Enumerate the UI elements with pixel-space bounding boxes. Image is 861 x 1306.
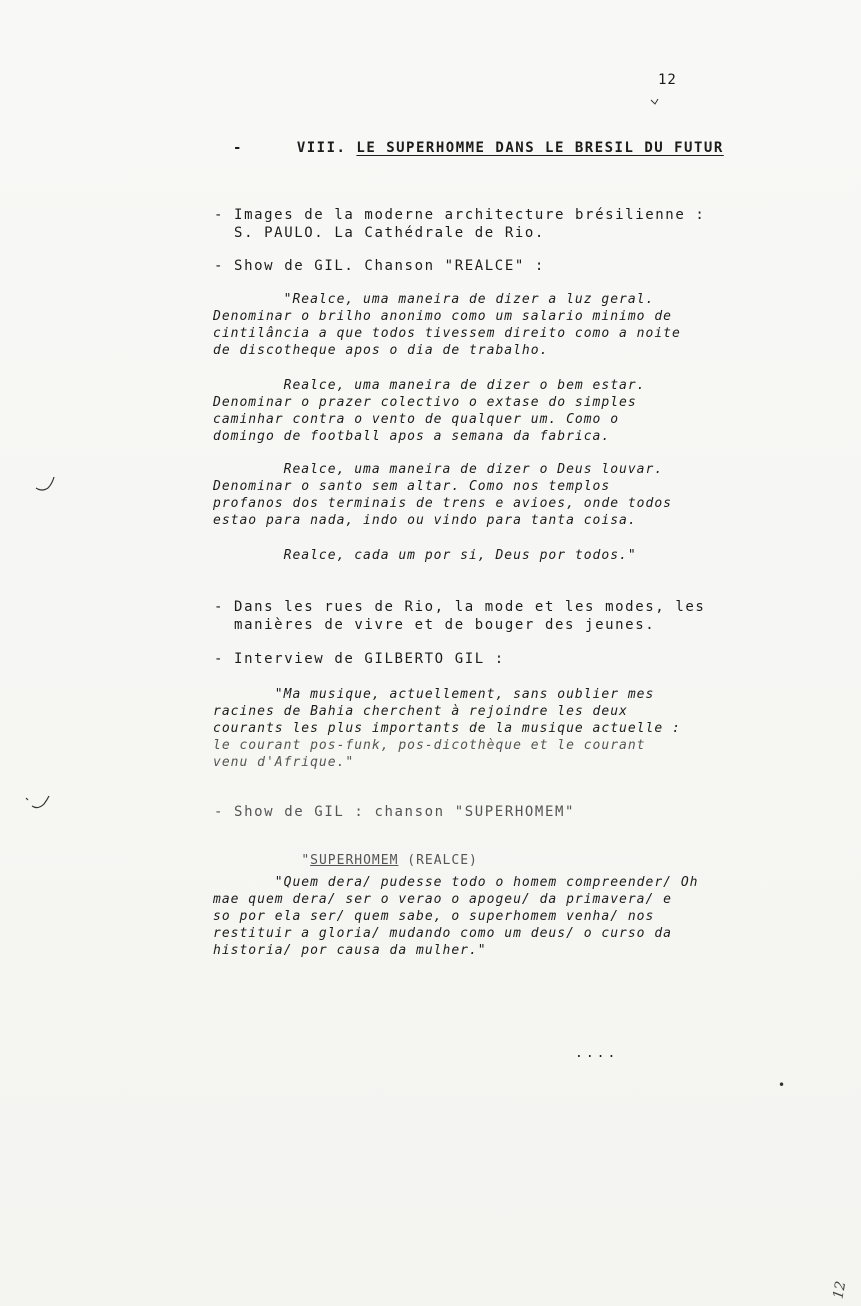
speck-mark-icon [650, 98, 660, 106]
realce-quote-line: caminhar contra o vento de qualquer um. Como o [213, 412, 620, 427]
item-architecture-cont: S. PAULO. La Cathédrale de Rio. [214, 225, 545, 241]
gil-quote-line: venu d'Afrique." [213, 755, 355, 770]
realce-quote-line: domingo de football apos a semana da fabrica. [213, 429, 611, 444]
page-number: 12 [658, 72, 677, 88]
item-show-realce: - Show de GIL. Chanson "REALCE" : [214, 258, 545, 274]
superhomem-quote-line: historia/ por causa da mulher." [213, 943, 487, 958]
margin-check-mark-icon [22, 794, 52, 814]
corner-page-number: 12 [830, 1279, 850, 1301]
item-rues-de-rio: - Dans les rues de Rio, la mode et les modes, les [214, 599, 706, 615]
item-rues-de-rio-cont: manières de vivre et de bouger des jeunes. [214, 617, 656, 633]
section-title [233, 140, 724, 156]
superhomem-quote-line: "Quem dera/ pudesse todo o homem compreender/ Oh [213, 875, 699, 890]
subtitle-quote: " [301, 853, 311, 868]
realce-quote-line: estao para nada, indo ou vindo para tanta coisa. [213, 513, 637, 528]
title-numeral: VIII. [296, 140, 347, 156]
realce-quote-line: "Realce, uma maneira de dizer a luz geral. [213, 292, 655, 307]
speck-mark-icon: • [778, 1078, 786, 1092]
gil-quote-line: racines de Bahia cherchent à rejoindre les deux [213, 704, 628, 719]
gil-quote-line: "Ma musique, actuellement, sans oublier mes [213, 687, 655, 702]
superhomem-quote-line: so por ela ser/ quem sabe, o superhomem venha/ nos [213, 909, 655, 924]
realce-quote-line: Denominar o santo sem altar. Como nos templos [213, 479, 611, 494]
ending-dots: .... [575, 1046, 619, 1061]
item-interview: - Interview de GILBERTO GIL : [214, 651, 505, 667]
title-dash: - [233, 140, 243, 156]
realce-quote-line: Realce, uma maneira de dizer o Deus louvar. [213, 462, 664, 477]
subtitle-rest: (REALCE) [398, 853, 478, 868]
gil-quote-line: le courant pos-funk, pos-dicothèque et le courant [213, 738, 646, 753]
superhomem-quote-line: restituir a gloria/ mudando como um deus/ o curso da [213, 926, 672, 941]
realce-quote-line: Denominar o brilho anonimo como um salario minimo de [213, 309, 672, 324]
item-show-superhomem: - Show de GIL : chanson "SUPERHOMEM" [214, 804, 576, 820]
realce-quote-line: Realce, uma maneira de dizer o bem estar. [213, 378, 646, 393]
realce-quote-line: profanos dos terminais de trens e avioes, onde todos [213, 496, 672, 511]
gil-quote-line: courants les plus importants de la musique actuelle : [213, 721, 681, 736]
realce-quote-line: de discotheque apos o dia de trabalho. [213, 343, 549, 358]
margin-check-mark-icon [34, 474, 58, 494]
subtitle-underlined: SUPERHOMEM [310, 853, 399, 868]
superhomem-quote-line: mae quem dera/ ser o verao o apogeu/ da primavera/ e [213, 892, 672, 907]
item-architecture: - Images de la moderne architecture brésilienne : [214, 207, 706, 223]
realce-quote-line: Realce, cada um por si, Deus por todos." [213, 548, 637, 563]
realce-quote-line: cintilância a que todos tivessem direito como a noite [213, 326, 681, 341]
title-text: LE SUPERHOMME DANS LE BRESIL DU FUTUR [356, 140, 724, 156]
realce-quote-line: Denominar o prazer colectivo o extase do simples [213, 395, 637, 410]
